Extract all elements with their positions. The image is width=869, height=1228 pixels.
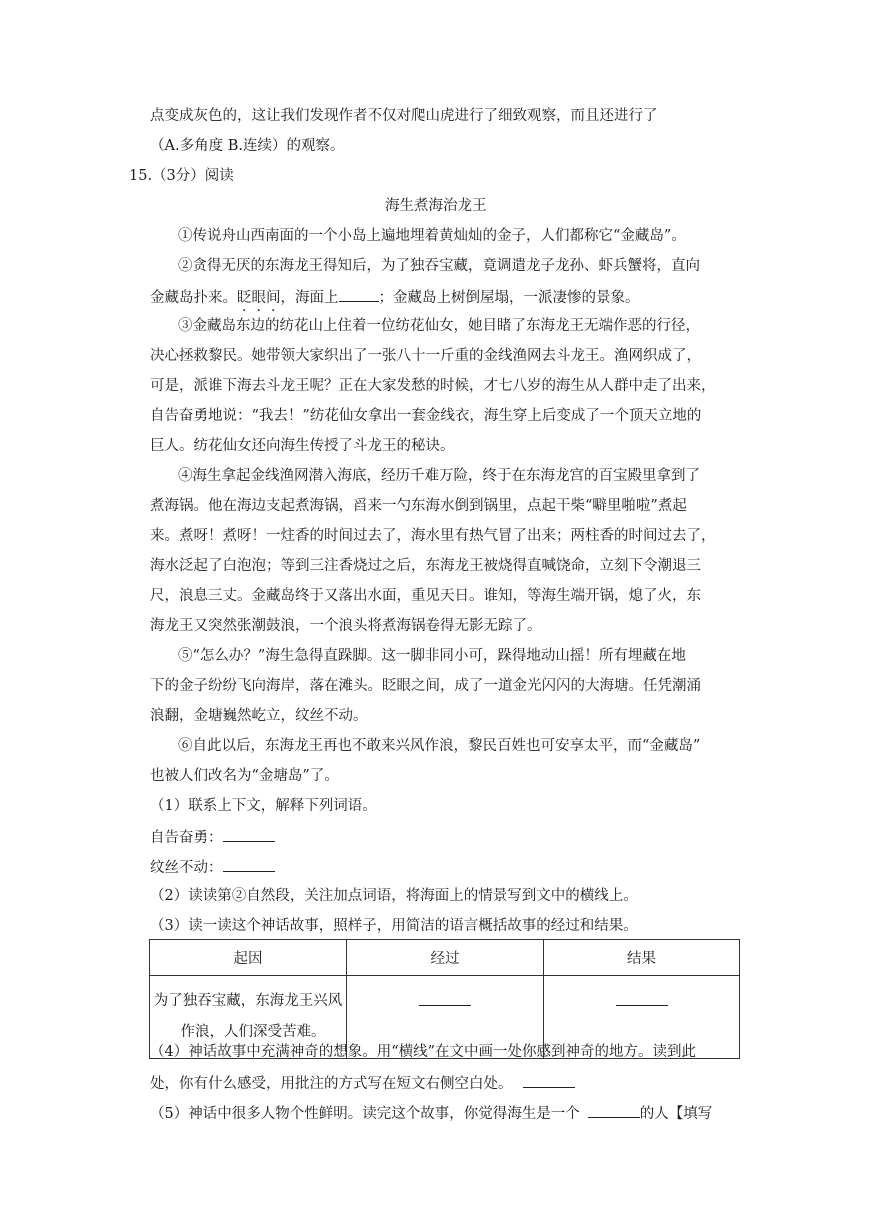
paragraph-3-line: 决心拯救黎民。她带领大家织出了一张八十一斤重的金线渔网去斗龙王。渔网织成了， bbox=[150, 348, 701, 364]
sub-question-3: （3）读一读这个神话故事，照样子，用简洁的语言概括故事的经过和结果。 bbox=[150, 918, 638, 934]
paragraph-4-line: 煮海锅。他在海边支起煮海锅，舀来一勺东海水倒到锅里，点起干柴“噼里啪啦”煮起 bbox=[150, 498, 687, 514]
passage-title: 海生煮海治龙王 bbox=[385, 198, 487, 214]
text-line: （A.多角度 B.连续）的观察。 bbox=[150, 138, 345, 154]
summary-table bbox=[149, 939, 740, 1059]
text-line: 点变成灰色的，这让我们发现作者不仅对爬山虎进行了细致观察，而且还进行了 bbox=[150, 108, 658, 124]
paragraph-3-line: ③金藏岛东边的纺花山上住着一位纺花仙女，她目睹了东海龙王无端作恶的行径， bbox=[178, 318, 700, 334]
paragraph-1: ①传说舟山西南面的一个小岛上遍地埋着黄灿灿的金子，人们都称它“金藏岛”。 bbox=[178, 228, 686, 244]
answer-blank[interactable] bbox=[223, 826, 275, 842]
paragraph-4-line: 海水泛起了白泡泡；等到三注香烧过之后，东海龙王被烧得直喊饶命，立刻下令潮退三 bbox=[150, 558, 701, 574]
text: 的人【填写 bbox=[639, 1106, 713, 1122]
dotted-char: 眼 bbox=[251, 290, 266, 306]
answer-blank[interactable] bbox=[339, 286, 379, 302]
dotted-word bbox=[237, 290, 281, 306]
text: ；金藏岛上树倒屋塌，一派凄惨的景象。 bbox=[378, 290, 640, 306]
term-line bbox=[150, 826, 275, 848]
paragraph-5-line: 下的金子纷纷飞向海岸，落在滩头。眨眼之间，成了一道金光闪闪的大海塘。任凭潮涌 bbox=[150, 678, 701, 694]
sub-question-5 bbox=[150, 1102, 712, 1124]
text: 处，你有什么感受，用批注的方式写在短文右侧空白处。 bbox=[150, 1076, 513, 1092]
header-cell: 结果 bbox=[544, 940, 740, 976]
header-cell: 起因 bbox=[150, 940, 347, 976]
paragraph-3-line: 自告奋勇地说：“我去！”纺花仙女拿出一套金线衣，海生穿上后变成了一个顶天立地的 bbox=[150, 408, 702, 424]
question-heading: 15.（3分）阅读 bbox=[129, 168, 234, 184]
header-cell: 经过 bbox=[347, 940, 544, 976]
answer-blank[interactable] bbox=[588, 1102, 640, 1118]
paragraph-3-line: 巨人。纺花仙女还向海生传授了斗龙王的秘诀。 bbox=[150, 438, 455, 454]
paragraph-6-line: 也被人们改名为“金塘岛”了。 bbox=[150, 768, 339, 784]
answer-blank[interactable] bbox=[419, 1004, 471, 1006]
answer-blank[interactable] bbox=[223, 856, 275, 872]
text: 金藏岛扑来。 bbox=[150, 290, 237, 306]
sub-question-1: （1）联系上下文，解释下列词语。 bbox=[150, 798, 377, 814]
paragraph-5-line: 浪翻，金塘巍然屹立，纹丝不动。 bbox=[150, 708, 368, 724]
answer-blank[interactable] bbox=[523, 1072, 575, 1088]
sub-question-4-line bbox=[150, 1072, 575, 1094]
dotted-char: 间 bbox=[266, 290, 281, 306]
cause-text: 作浪，人们深受苦难。 bbox=[180, 1024, 326, 1040]
term-line bbox=[150, 856, 275, 878]
paragraph-6-line: ⑥自此以后，东海龙王再也不敢来兴风作浪，黎民百姓也可安享太平，而“金藏岛” bbox=[178, 738, 701, 754]
paragraph-4-line: 尺，浪息三丈。金藏岛终于又落出水面，重见天日。谁知，等海生端开锅，熄了火，东 bbox=[150, 588, 701, 604]
term-label: 自告奋勇： bbox=[150, 830, 223, 846]
paragraph-3-line: 可是，派谁下海去斗龙王呢？正在大家发愁的时候，才七八岁的海生从人群中走了出来， bbox=[150, 378, 716, 394]
table-row bbox=[150, 940, 740, 976]
paragraph-4-line: 来。煮呀！煮呀！一炷香的时间过去了，海水里有热气冒了出来；两柱香的时间过去了， bbox=[150, 528, 716, 544]
sub-question-2: （2）读读第②自然段，关注加点词语，将海面上的情景写到文中的横线上。 bbox=[150, 888, 638, 904]
paragraph-4-line: 海龙王又突然张潮鼓浪，一个浪头将煮海锅卷得无影无踪了。 bbox=[150, 618, 542, 634]
text: （5）神话中很多人物个性鲜明。读完这个故事，你觉得海生是一个 bbox=[150, 1106, 580, 1122]
answer-blank[interactable] bbox=[616, 1004, 668, 1006]
paragraph-2-line bbox=[150, 286, 640, 308]
dotted-char: 眨 bbox=[237, 290, 252, 306]
paragraph-2-line: ②贪得无厌的东海龙王得知后，为了独吞宝藏，竟调遣龙子龙孙、虾兵蟹将，直向 bbox=[178, 258, 700, 274]
cause-text: 为了独吞宝藏，东海龙王兴风 bbox=[153, 993, 343, 1009]
sub-question-4: （4）神话故事中充满神奇的想象。用“横线”在文中画一处你感到神奇的地方。读到此 bbox=[150, 1044, 697, 1060]
term-label: 纹丝不动： bbox=[150, 860, 223, 876]
text: ，海面上 bbox=[280, 290, 339, 306]
paragraph-5-line: ⑤“怎么办？”海生急得直跺脚。这一脚非同小可，跺得地动山摇！所有埋藏在地 bbox=[178, 648, 686, 664]
paragraph-4-line: ④海生拿起金线渔网潜入海底，经历千难万险，终于在东海龙宫的百宝殿里拿到了 bbox=[178, 468, 700, 484]
